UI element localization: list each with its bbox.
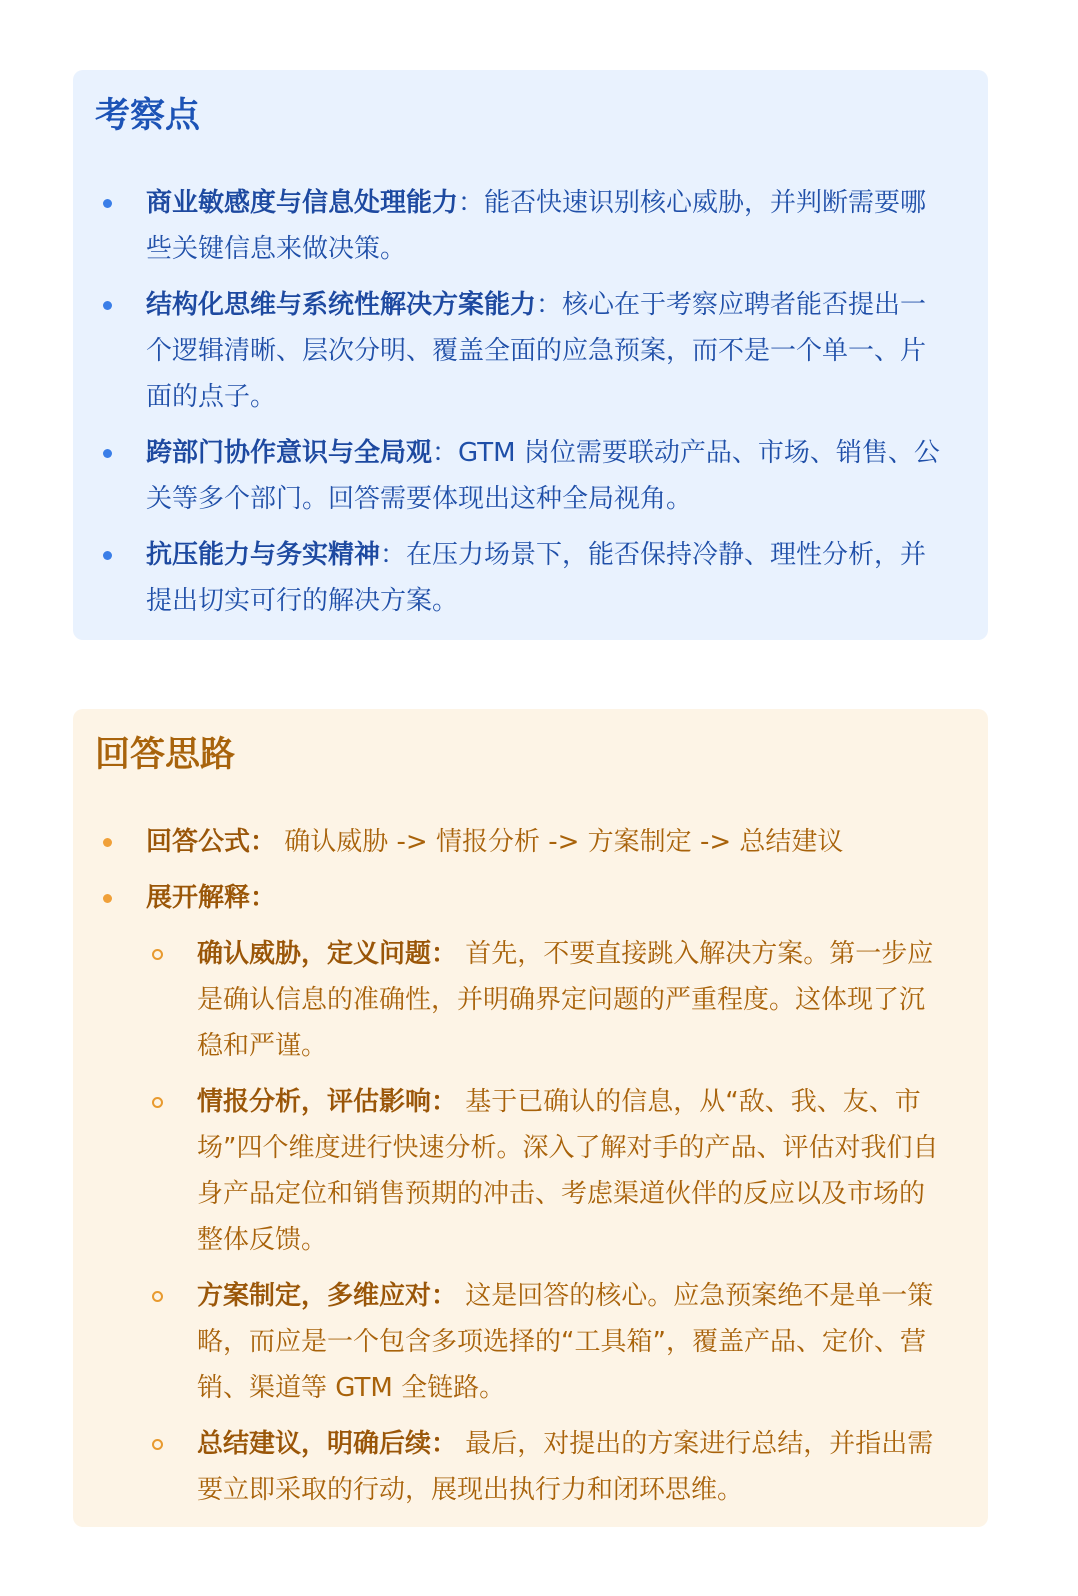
bullet-ring-icon <box>152 1439 163 1450</box>
item-text: 能否快速识别核心威胁，并判断需要哪些关键信息来做决策。 <box>146 188 927 264</box>
bullet-dot-icon <box>103 199 112 208</box>
sub-item-label: 方案制定，多维应对： <box>197 1281 458 1311</box>
sub-list-item <box>146 1273 948 1411</box>
bullet-ring-icon <box>152 949 163 960</box>
explanation-item <box>95 875 948 1513</box>
item-separator: ： <box>458 188 485 218</box>
item-text: GTM 岗位需要联动产品、市场、销售、公关等多个部门。回答需要体现出这种全局视角。 <box>146 438 940 514</box>
sub-list-item <box>146 1421 948 1513</box>
sub-item-label: 情报分析，评估影响： <box>197 1087 458 1117</box>
formula-label: 回答公式： <box>146 827 277 857</box>
sub-item-text: 最后，对提出的方案进行总结，并指出需要立即采取的行动，展现出执行力和闭环思维。 <box>197 1429 934 1505</box>
sub-list-item <box>146 931 948 1069</box>
explanation-sublist <box>146 931 948 1513</box>
bullet-dot-icon <box>103 551 112 560</box>
bullet-ring-icon <box>152 1291 163 1302</box>
item-separator: ： <box>380 540 407 570</box>
formula-text: 确认威胁 -> 情报分析 -> 方案制定 -> 总结建议 <box>276 827 844 857</box>
answer-approach-title: 回答思路 <box>95 735 236 775</box>
explanation-label: 展开解释： <box>146 883 277 913</box>
sub-item-text: 基于已确认的信息，从“敌、我、友、市场”四个维度进行快速分析。深入了解对手的产品、评估对我们自身产品定位和销售预期的冲击、考虑渠道伙伴的反应以及市场的整体反馈。 <box>197 1087 939 1255</box>
bullet-dot-icon <box>103 301 112 310</box>
bullet-dot-icon <box>103 449 112 458</box>
item-label: 结构化思维与系统性解决方案能力 <box>146 290 537 320</box>
item-separator: ： <box>432 438 459 468</box>
list-item <box>95 180 948 272</box>
sub-item-label: 确认威胁，定义问题： <box>197 939 458 969</box>
answer-approach-list <box>95 819 948 1513</box>
assessment-points-list <box>95 180 948 624</box>
bullet-ring-icon <box>152 1097 163 1108</box>
list-item <box>95 282 948 420</box>
item-label: 跨部门协作意识与全局观 <box>146 438 433 468</box>
item-separator: ： <box>536 290 563 320</box>
sub-item-label: 总结建议，明确后续： <box>197 1429 458 1459</box>
answer-formula-item <box>95 819 948 865</box>
answer-approach-card <box>73 709 988 1527</box>
bullet-dot-icon <box>103 838 112 847</box>
item-label: 商业敏感度与信息处理能力 <box>146 188 459 218</box>
list-item <box>95 532 948 624</box>
sub-item-text: 首先，不要直接跳入解决方案。第一步应是确认信息的准确性，并明确界定问题的严重程度。这体现了沉稳和严谨。 <box>197 939 934 1061</box>
assessment-points-title: 考察点 <box>95 96 201 136</box>
item-text: 核心在于考察应聘者能否提出一个逻辑清晰、层次分明、覆盖全面的应急预案，而不是一个单一、片面的点子。 <box>146 290 927 412</box>
bullet-dot-icon <box>103 894 112 903</box>
item-label: 抗压能力与务实精神 <box>146 540 381 570</box>
item-text: 在压力场景下，能否保持冷静、理性分析，并提出切实可行的解决方案。 <box>146 540 927 616</box>
list-item <box>95 430 948 522</box>
sub-item-text: 这是回答的核心。应急预案绝不是单一策略，而应是一个包含多项选择的“工具箱”，覆盖产品、定价、营销、渠道等 GTM 全链路。 <box>197 1281 934 1403</box>
assessment-points-card <box>73 70 988 640</box>
sub-list-item <box>146 1079 948 1263</box>
